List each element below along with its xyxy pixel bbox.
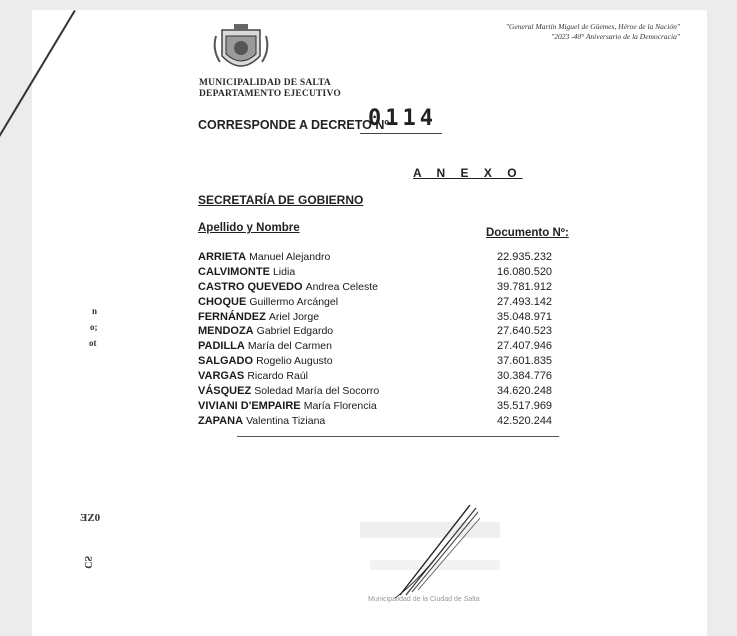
document-number: 35.048.971: [497, 310, 553, 323]
personnel-list: [198, 250, 578, 429]
document-number: 27.407.946: [497, 340, 553, 353]
first-name: Gabriel Edgardo: [256, 325, 334, 338]
column-header-document: Documento Nº:: [486, 227, 569, 239]
first-name: Manuel Alejandro: [249, 251, 331, 263]
page-edge-top: [0, 0, 737, 10]
last-name: ARRIETA: [198, 251, 247, 263]
last-name: MENDOZA: [198, 325, 254, 338]
first-name: Valentina Tiziana: [246, 414, 326, 427]
first-name: María del Carmen: [247, 340, 332, 353]
last-name: VARGAS: [198, 370, 245, 383]
document-number: 27.493.142: [497, 295, 553, 308]
first-name: Lidia: [272, 265, 296, 278]
list-item: [198, 384, 578, 399]
municipality-heading: [199, 78, 341, 100]
list-item: [198, 280, 578, 295]
page-edge-left: [0, 0, 32, 636]
list-item: [198, 250, 578, 265]
last-name: CASTRO QUEVEDO: [198, 280, 303, 293]
document-number: 37.601.835: [497, 355, 553, 368]
municipal-seal-icon: [210, 22, 272, 78]
decree-number-underline: [360, 133, 442, 134]
list-item: [198, 414, 578, 429]
stamp-caption: Municipalidad de la Ciudad de Salta: [368, 596, 480, 603]
motto-line-2: "2023 -40° Aniversario de la Democracia": [551, 32, 680, 41]
motto: [470, 22, 680, 42]
document-number: 39.781.912: [497, 280, 553, 293]
page-edge-right: [707, 0, 737, 636]
closing-rule: [237, 436, 559, 437]
department-name: DEPARTAMENTO EJECUTIVO: [199, 89, 341, 99]
list-item: [198, 324, 578, 339]
last-name: PADILLA: [198, 340, 245, 353]
first-name: Soledad María del Socorro: [254, 385, 380, 398]
signature-icon: [360, 500, 540, 610]
last-name: VÁSQUEZ: [198, 385, 252, 398]
margin-fragment: ƎZ0: [80, 512, 101, 524]
last-name: CALVIMONTE: [198, 265, 270, 278]
document-number: 35.517.969: [497, 399, 553, 412]
list-item: [198, 354, 578, 369]
list-item: [198, 369, 578, 384]
document-number: 42.520.244: [497, 414, 553, 427]
first-name: Rogelio Augusto: [256, 355, 333, 368]
column-header-name: Apellido y Nombre: [198, 222, 300, 234]
last-name: CHOQUE: [198, 295, 247, 308]
margin-fragment: ƧƆ: [82, 556, 93, 569]
list-item: [198, 339, 578, 354]
last-name: FERNÁNDEZ: [198, 310, 266, 323]
document-number: 30.384.776: [497, 370, 553, 383]
margin-fragment: ot: [89, 338, 97, 348]
document-number: 16.080.520: [497, 265, 553, 278]
municipality-name: MUNICIPALIDAD DE SALTA: [199, 78, 331, 88]
list-item: [198, 265, 578, 280]
first-name: Ariel Jorge: [268, 310, 320, 323]
list-item: [198, 399, 578, 414]
last-name: SALGADO: [198, 355, 253, 368]
first-name: Guillermo Arcángel: [249, 295, 339, 308]
decree-label: CORRESPONDE A DECRETO Nº: [198, 118, 389, 132]
first-name: Andrea Celeste: [305, 280, 378, 293]
margin-fragment: o;: [90, 322, 98, 332]
annex-title: A N E X O: [413, 166, 523, 180]
list-item: [198, 310, 578, 325]
last-name: ZAPANA: [198, 414, 244, 427]
first-name: Ricardo Raúl: [247, 370, 309, 383]
last-name: VIVIANI D'EMPAIRE: [198, 399, 301, 412]
motto-line-1: "General Martín Miguel de Güemes, Héroe de la Nación": [505, 22, 680, 31]
first-name: María Florencia: [303, 399, 377, 412]
document-number: 22.935.232: [497, 251, 553, 263]
margin-fragment: n: [92, 306, 98, 316]
document-number: 27.640.523: [497, 325, 553, 338]
document-number: 34.620.248: [497, 385, 553, 398]
list-item: [198, 295, 578, 310]
decree-number: 0114: [368, 106, 437, 131]
secretaria-heading: SECRETARÍA DE GOBIERNO: [198, 193, 364, 207]
